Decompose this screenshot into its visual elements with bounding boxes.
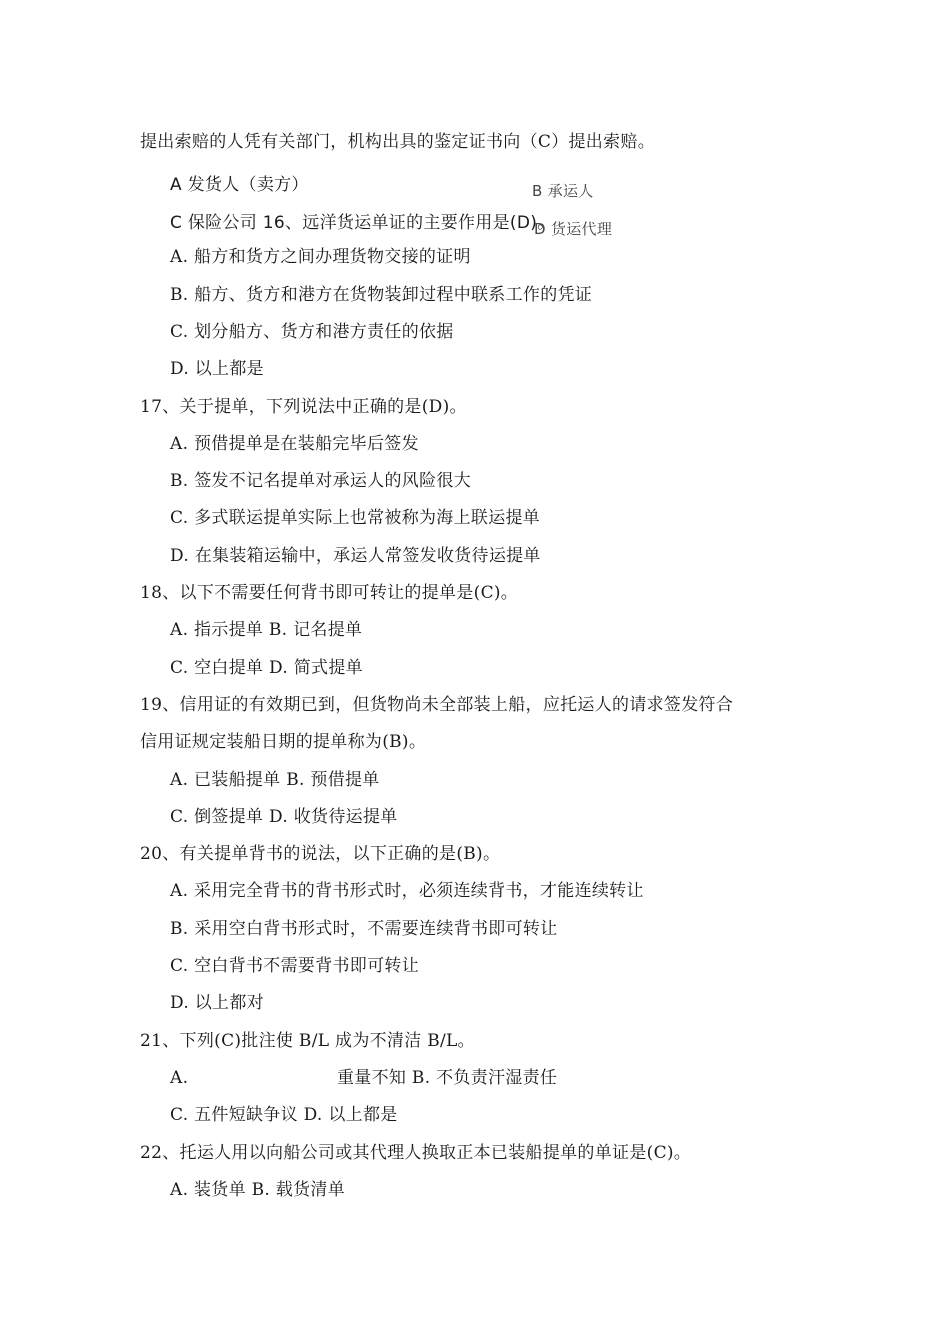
option-d: D. 在集装箱运输中，承运人常签发收货待运提单: [170, 546, 541, 566]
option-c-d: C. 五件短缺争议 D. 以上都是: [170, 1105, 398, 1125]
option-d: D. 以上都对: [170, 993, 264, 1013]
question-19-cont: 信用证规定装船日期的提单称为(B)。: [140, 732, 427, 752]
option-c: C. 多式联运提单实际上也常被称为海上联运提单: [170, 508, 541, 528]
option-a-b: A. 已装船提单 B. 预借提单: [170, 770, 380, 790]
option-c: C. 划分船方、货方和港方责任的依据: [170, 322, 454, 342]
option-d: D 货运代理: [534, 220, 613, 238]
option-b: B. 船方、货方和港方在货物装卸过程中联系工作的凭证: [170, 285, 593, 305]
option-d: D. 以上都是: [170, 359, 264, 379]
option-a-b: A. 装货单 B. 载货清单: [170, 1180, 345, 1200]
question-22: 22、托运人用以向船公司或其代理人换取正本已装船提单的单证是(C)。: [140, 1143, 692, 1163]
option-b: B. 签发不记名提单对承运人的风险很大: [170, 471, 471, 491]
option-a: A 发货人（卖方）: [170, 175, 309, 195]
option-b: B 承运人: [532, 182, 594, 200]
option-a-b: 重量不知 B. 不负责汗湿责任: [337, 1068, 558, 1088]
option-a: A. 船方和货方之间办理货物交接的证明: [170, 247, 471, 267]
question-17: 17、关于提单，下列说法中正确的是(D)。: [140, 397, 467, 417]
option-b: B. 采用空白背书形式时，不需要连续背书即可转让: [170, 919, 558, 939]
option-c-d: C. 空白提单 D. 简式提单: [170, 658, 363, 678]
question-21: 21、下列(C)批注使 B/L 成为不清洁 B/L。: [140, 1031, 475, 1051]
text-line: 提出索赔的人凭有关部门，机构出具的鉴定证书向（C）提出索赔。: [140, 132, 656, 152]
option-a-label: A.: [170, 1068, 189, 1088]
question-18: 18、以下不需要任何背书即可转让的提单是(C)。: [140, 583, 519, 603]
question-19: 19、信用证的有效期已到，但货物尚未全部装上船，应托运人的请求签发符合: [140, 695, 734, 715]
option-c: C. 空白背书不需要背书即可转让: [170, 956, 420, 976]
option-a: A. 采用完全背书的背书形式时，必须连续背书，才能连续转让: [170, 881, 644, 901]
question-20: 20、有关提单背书的说法，以下正确的是(B)。: [140, 844, 501, 864]
option-a-b: A. 指示提单 B. 记名提单: [170, 620, 363, 640]
option-a: A. 预借提单是在装船完毕后签发: [170, 434, 419, 454]
option-c-question-16: C 保险公司 16、远洋货运单证的主要作用是(D)。: [170, 213, 555, 233]
option-c-d: C. 倒签提单 D. 收货待运提单: [170, 807, 398, 827]
